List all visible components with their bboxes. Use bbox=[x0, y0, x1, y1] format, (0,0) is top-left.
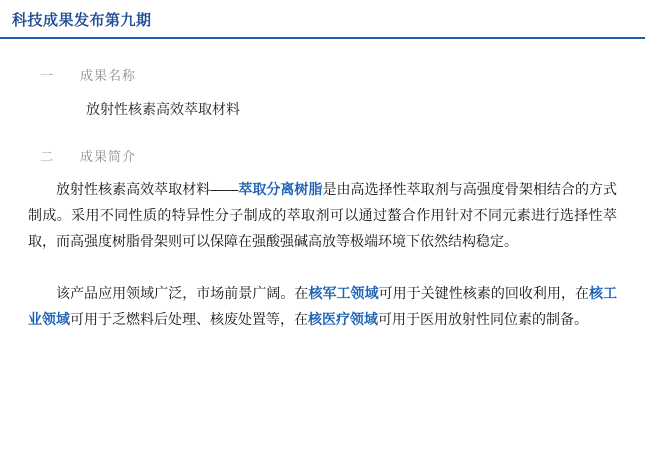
document-page bbox=[0, 6, 645, 453]
page-title: 科技成果发布第九期 bbox=[12, 12, 152, 29]
keyword-highlight: 核军工领域 bbox=[308, 285, 379, 302]
section-heading-1 bbox=[28, 65, 617, 84]
paragraph bbox=[28, 281, 617, 333]
paragraph-text: 是由高选择性萃取剂与高强度骨架相结合的方式制成。采用不同性质的特异性分子制成的萃取剂可以通过螯合作用针对不同元素进行选择性萃取，而高强度树脂骨架则可以保障在强酸强碱高放等极端环境下依然结构稳定。 bbox=[28, 181, 618, 250]
keyword-highlight: 核工业领域 bbox=[28, 285, 618, 327]
section-label: 成果简介 bbox=[80, 149, 137, 165]
section-label: 成果名称 bbox=[80, 68, 137, 83]
section-number: 二 bbox=[40, 149, 54, 165]
paragraph-text: 该产品应用领域广泛，市场前景广阔。在 bbox=[56, 285, 309, 302]
paragraph-text: 可用于关键性核素的回收利用，在 bbox=[378, 285, 589, 302]
document-body bbox=[0, 65, 645, 333]
paragraph-text: 可用于医用放射性同位素的制备。 bbox=[378, 310, 588, 327]
section-number: 一 bbox=[40, 68, 54, 83]
document-header bbox=[0, 6, 645, 39]
keyword-highlight: 萃取分离树脂 bbox=[238, 181, 323, 198]
paragraph-text: 放射性核素高效萃取材料—— bbox=[56, 181, 239, 198]
paragraph-text: 可用于乏燃料后处理、核废处置等，在 bbox=[70, 310, 308, 327]
result-name-value: 放射性核素高效萃取材料 bbox=[86, 101, 240, 117]
paragraph bbox=[28, 177, 617, 255]
section-heading-2 bbox=[28, 146, 617, 165]
keyword-highlight: 核医疗领域 bbox=[308, 310, 378, 327]
